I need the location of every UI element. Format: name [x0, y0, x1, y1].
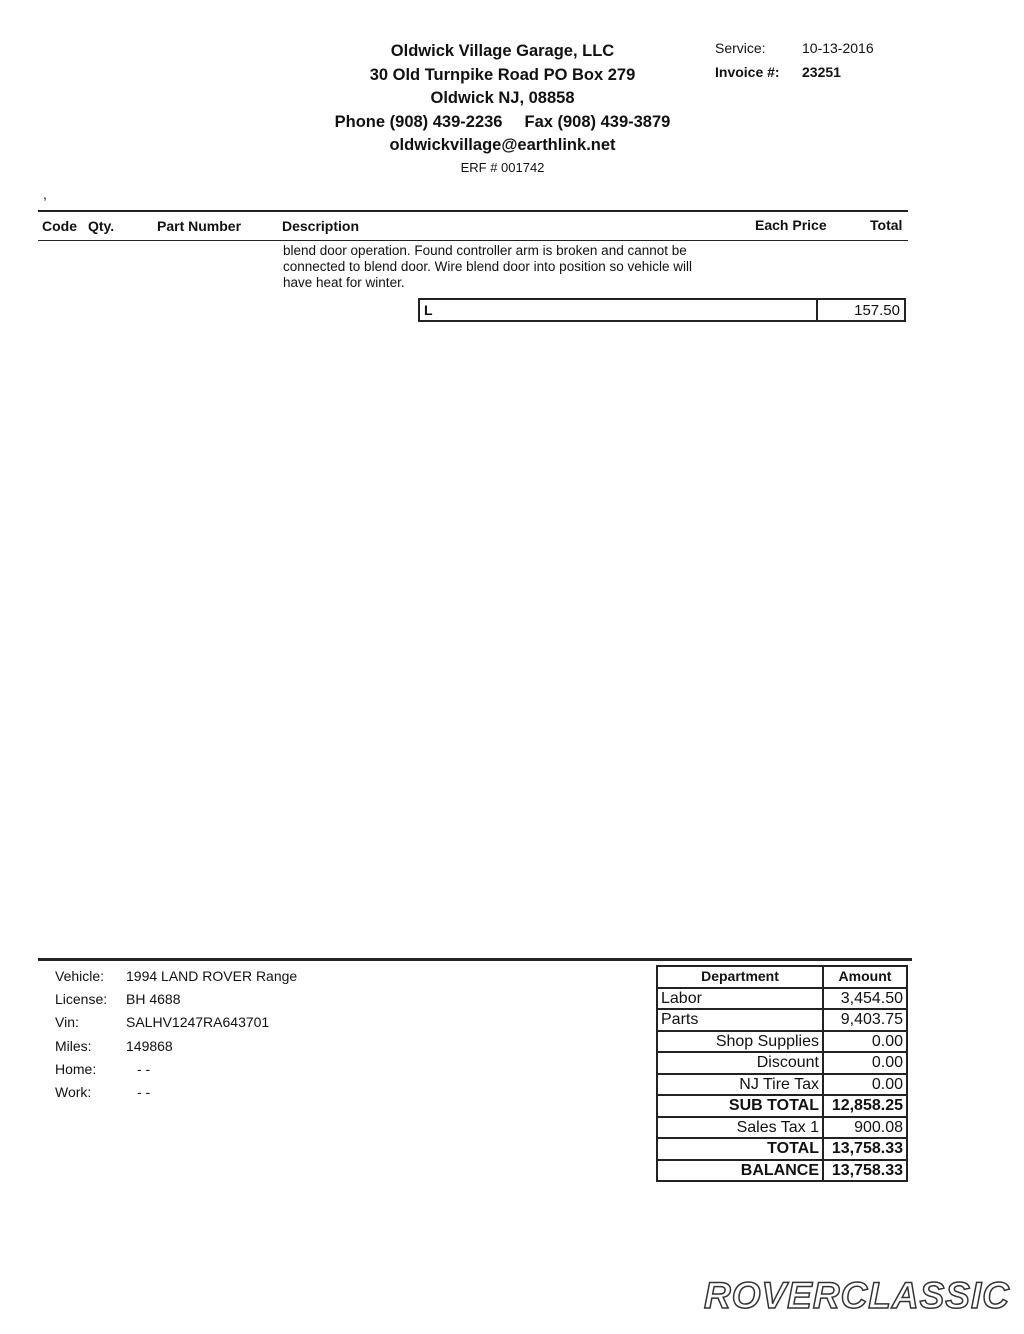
totals-row	[657, 1095, 907, 1117]
miles-label: Miles:	[55, 1038, 92, 1054]
invoice-label: Invoice #:	[715, 64, 780, 80]
totals-row	[657, 1160, 907, 1182]
tire-tax-label: NJ Tire Tax	[657, 1074, 823, 1096]
invoice-meta	[715, 37, 915, 87]
vehicle-label: Vehicle:	[55, 968, 105, 984]
home-value: - -	[137, 1061, 151, 1077]
vin-label: Vin:	[55, 1014, 79, 1030]
header-bottom-rule	[38, 240, 908, 241]
service-date: 10-13-2016	[802, 40, 874, 56]
col-qty: Qty.	[88, 218, 115, 234]
shop-phone: Phone (908) 439-2236	[334, 112, 503, 131]
shop-erf: ERF # 001742	[460, 159, 545, 175]
license-label: License:	[55, 991, 108, 1007]
work-label: Work:	[55, 1084, 92, 1100]
total-amount: 13,758.33	[823, 1138, 907, 1160]
col-part-number: Part Number	[157, 218, 242, 234]
shop-email: oldwickvillage@earthlink.net	[389, 136, 616, 154]
subtotal-amount: 12,858.25	[823, 1095, 907, 1117]
line-item-amount: 157.50	[854, 302, 900, 319]
labor-amount: 3,454.50	[823, 988, 907, 1010]
shop-supplies-label: Shop Supplies	[657, 1031, 823, 1053]
amount-header: Amount	[823, 966, 907, 988]
total-label: TOTAL	[657, 1138, 823, 1160]
totals-row	[657, 988, 907, 1010]
balance-amount: 13,758.33	[823, 1160, 907, 1182]
subtotal-label: SUB TOTAL	[657, 1095, 823, 1117]
license-value: BH 4688	[126, 991, 181, 1007]
shop-supplies-amount: 0.00	[823, 1031, 907, 1053]
header-top-rule	[38, 210, 908, 212]
footer-rule	[38, 958, 912, 961]
labor-line-item	[418, 298, 906, 322]
totals-row	[657, 1031, 907, 1053]
miles-value: 149868	[126, 1038, 173, 1054]
vehicle-info	[55, 968, 355, 1108]
line-item-code: L	[424, 302, 433, 318]
vin-value: SALHV1247RA643701	[126, 1014, 270, 1030]
parts-amount: 9,403.75	[823, 1009, 907, 1031]
shop-name: Oldwick Village Garage, LLC	[390, 42, 615, 60]
line-description	[283, 243, 692, 291]
sales-tax-label: Sales Tax 1	[657, 1117, 823, 1139]
invoice-number: 23251	[802, 64, 841, 80]
totals-header-row	[657, 966, 907, 988]
col-description: Description	[282, 218, 360, 234]
col-each-price: Each Price	[755, 217, 827, 233]
roverclassic-watermark: ROVERCLASSIC	[704, 1275, 1010, 1316]
shop-header	[300, 40, 705, 178]
totals-row	[657, 1052, 907, 1074]
col-total: Total	[870, 217, 903, 233]
sales-tax-amount: 900.08	[823, 1117, 907, 1139]
discount-amount: 0.00	[823, 1052, 907, 1074]
description-line: connected to blend door. Wire blend door into position so vehicle will	[283, 259, 692, 274]
balance-label: BALANCE	[657, 1160, 823, 1182]
discount-label: Discount	[657, 1052, 823, 1074]
vehicle-value: 1994 LAND ROVER Range	[126, 968, 298, 984]
parts-label: Parts	[657, 1009, 823, 1031]
service-label: Service:	[715, 40, 766, 56]
labor-label: Labor	[657, 988, 823, 1010]
shop-address: 30 Old Turnpike Road PO Box 279	[369, 65, 636, 84]
col-code: Code	[42, 218, 77, 234]
totals-row	[657, 1074, 907, 1096]
shop-contact	[300, 111, 705, 135]
totals-table	[656, 965, 908, 1182]
description-line: have heat for winter.	[283, 275, 405, 290]
shop-fax: Fax (908) 439-3879	[524, 112, 671, 131]
home-label: Home:	[55, 1061, 97, 1077]
totals-row	[657, 1009, 907, 1031]
stray-mark: ,	[43, 186, 47, 202]
tire-tax-amount: 0.00	[823, 1074, 907, 1096]
description-line: blend door operation. Found controller arm is broken and cannot be	[283, 243, 687, 258]
totals-row	[657, 1117, 907, 1139]
department-header: Department	[657, 966, 823, 988]
work-value: - -	[137, 1084, 151, 1100]
line-item-divider	[816, 300, 818, 320]
totals-row	[657, 1138, 907, 1160]
shop-city: Oldwick NJ, 08858	[430, 89, 575, 107]
